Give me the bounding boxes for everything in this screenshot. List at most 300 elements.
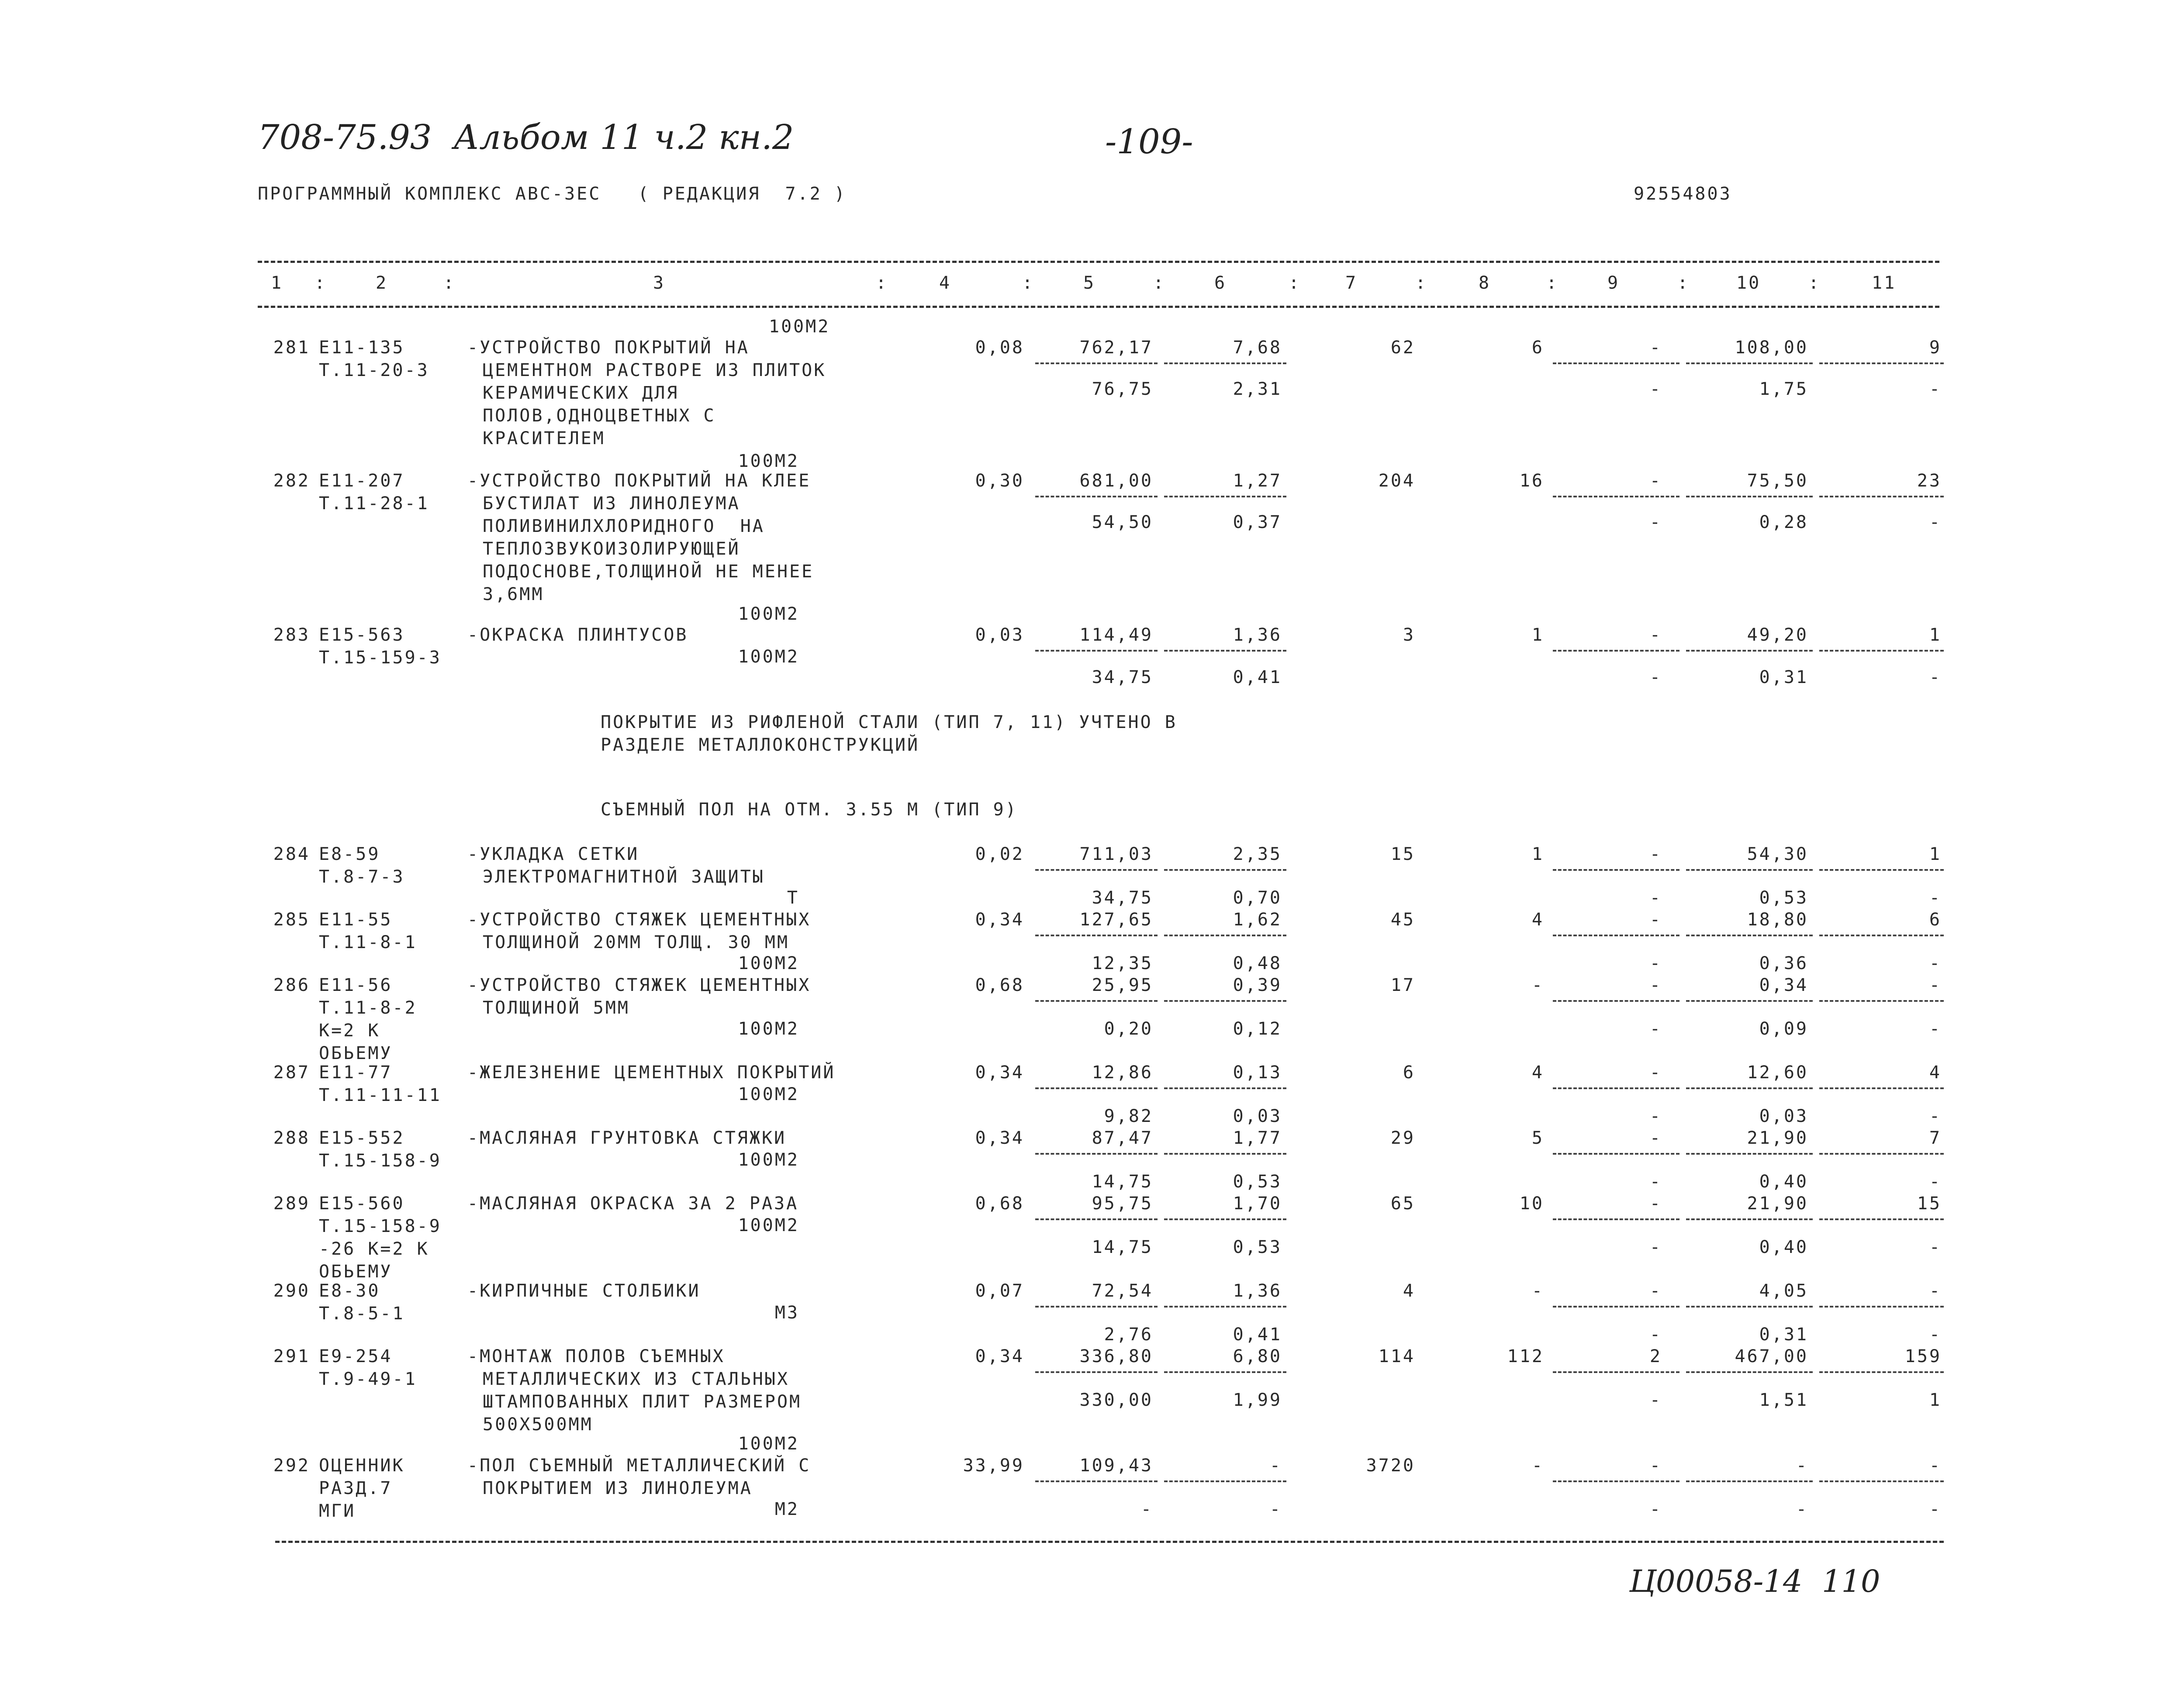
row-value: - (1929, 1106, 1942, 1126)
row-description: -УСТРОЙСТВО СТЯЖЕК ЦЕМЕНТНЫХ (467, 910, 811, 930)
row-value: - (1649, 888, 1662, 908)
row-value: 114,49 (1079, 625, 1153, 645)
row-value: - (1269, 1456, 1282, 1476)
col-sep: : (1677, 273, 1690, 293)
row-value: 62 (1390, 338, 1415, 358)
row-code: Е8-59 (319, 844, 380, 864)
sub-rule (1553, 362, 1679, 364)
sub-rule (1553, 496, 1679, 497)
row-value: 4 (1531, 1063, 1544, 1083)
row-description: ЭЛЕКТРОМАГНИТНОЙ ЗАЩИТЫ (483, 867, 765, 887)
row-value: 29 (1390, 1128, 1415, 1148)
row-value: 54,50 (1092, 512, 1153, 532)
handwritten-footer-code: Ц00058-14 110 (1629, 1563, 1880, 1599)
sub-rule (1164, 869, 1286, 871)
col-sep: : (1153, 273, 1166, 293)
sub-rule (1035, 935, 1158, 936)
row-value: - (1929, 512, 1942, 532)
row-value: 12,86 (1092, 1063, 1153, 1083)
sub-rule (1035, 1371, 1158, 1373)
row-code: Т.11-20-3 (319, 360, 429, 380)
bottom-rule (275, 1541, 1944, 1543)
row-unit: М3 (774, 1303, 799, 1323)
sub-rule (1035, 1153, 1158, 1155)
row-number: 290 (273, 1281, 310, 1301)
row-code: Е8-30 (319, 1281, 380, 1301)
row-value: 87,47 (1092, 1128, 1153, 1148)
row-description: ПОЛОВ,ОДНОЦВЕТНЫХ С (483, 406, 716, 426)
row-value: - (1929, 888, 1942, 908)
row-value: 9 (1929, 338, 1942, 358)
sub-rule (1164, 1087, 1286, 1089)
row-value: - (1649, 338, 1662, 358)
row-unit: Т (787, 888, 799, 908)
sub-rule (1035, 1306, 1158, 1308)
row-quantity: 0,30 (975, 471, 1024, 491)
row-value: 3 (1403, 625, 1415, 645)
row-value: 76,75 (1092, 379, 1153, 399)
row-value: 0,53 (1233, 1172, 1282, 1192)
sub-rule (1553, 1153, 1679, 1155)
col-header-10: 10 (1736, 273, 1761, 293)
row-code: ОБЬЕМУ (319, 1262, 393, 1282)
row-description: -МАСЛЯНАЯ ОКРАСКА ЗА 2 РАЗА (467, 1194, 799, 1214)
row-quantity: 0,07 (975, 1281, 1024, 1301)
row-code: Е11-77 (319, 1063, 393, 1083)
row-code: Т.15-158-9 (319, 1216, 442, 1236)
sub-rule (1035, 362, 1158, 364)
row-value: 4 (1531, 910, 1544, 930)
row-value: 6 (1531, 338, 1544, 358)
row-code: Е11-55 (319, 910, 393, 930)
sub-rule (1686, 362, 1813, 364)
sub-rule (1164, 1000, 1286, 1002)
sub-rule (1819, 1087, 1944, 1089)
row-value: 0,28 (1759, 512, 1808, 532)
row-value: - (1649, 1237, 1662, 1257)
sub-rule (1686, 869, 1813, 871)
row-value: 6 (1929, 910, 1942, 930)
row-value: 49,20 (1747, 625, 1808, 645)
row-code: Е11-207 (319, 471, 405, 491)
row-unit: 100М2 (738, 953, 799, 973)
row-number: 282 (273, 471, 310, 491)
row-description: -МОНТАЖ ПОЛОВ СЪЕМНЫХ (467, 1346, 725, 1366)
row-number: 291 (273, 1346, 310, 1366)
row-value: - (1649, 625, 1662, 645)
row-number: 285 (273, 910, 310, 930)
row-value: 1,62 (1233, 910, 1282, 930)
row-value: 0,53 (1759, 888, 1808, 908)
row-value: - (1929, 1325, 1942, 1345)
row-value: - (1531, 975, 1544, 995)
row-value: 1,70 (1233, 1194, 1282, 1214)
row-value: 2,76 (1104, 1325, 1153, 1345)
row-code: Т.11-28-1 (319, 493, 429, 514)
row-code: Т.11-8-1 (319, 932, 417, 952)
row-value: 4,05 (1759, 1281, 1808, 1301)
row-value: 12,60 (1747, 1063, 1808, 1083)
doc-code: 92554803 (1634, 184, 1732, 204)
sub-rule (1164, 1371, 1286, 1373)
row-description: 500Х500ММ (483, 1415, 593, 1435)
row-value: 95,75 (1092, 1194, 1153, 1214)
sub-rule (1819, 362, 1944, 364)
row-value: 336,80 (1079, 1346, 1153, 1366)
row-description: 3,6ММ (483, 584, 544, 604)
row-quantity: 0,03 (975, 625, 1024, 645)
row-value: 109,43 (1079, 1456, 1153, 1476)
row-value: 0,37 (1233, 512, 1282, 532)
row-value: 65 (1390, 1194, 1415, 1214)
row-value: - (1929, 1281, 1942, 1301)
sub-rule (1553, 1218, 1679, 1220)
sub-rule (1819, 1371, 1944, 1373)
row-unit: 100М2 (738, 1084, 799, 1104)
sub-rule (1819, 1306, 1944, 1308)
row-value: 5 (1531, 1128, 1544, 1148)
sub-rule (1686, 1087, 1813, 1089)
sub-rule (1035, 1000, 1158, 1002)
row-code: МГИ (319, 1501, 356, 1521)
col-header-2: 2 (376, 273, 388, 293)
row-value: 1 (1929, 1390, 1942, 1410)
row-value: 18,80 (1747, 910, 1808, 930)
row-description: ШТАМПОВАННЫХ ПЛИТ РАЗМЕРОМ (483, 1392, 802, 1412)
row-value: 0,70 (1233, 888, 1282, 908)
row-value: 112 (1507, 1346, 1544, 1366)
row-value: 762,17 (1079, 338, 1153, 358)
row-description: ЦЕМЕНТНОМ РАСТВОРЕ ИЗ ПЛИТОК (483, 360, 826, 380)
row-code: Е15-552 (319, 1128, 405, 1148)
row-value: 14,75 (1092, 1237, 1153, 1257)
row-code: К=2 К (319, 1021, 380, 1041)
row-description: ТЕПЛОЗВУКОИЗОЛИРУЮЩЕЙ (483, 539, 740, 559)
sub-rule (1819, 1218, 1944, 1220)
sub-rule (1035, 869, 1158, 871)
row-number: 283 (273, 625, 310, 645)
row-value: - (1649, 975, 1662, 995)
row-value: 1,75 (1759, 379, 1808, 399)
row-value: 0,20 (1104, 1019, 1153, 1039)
sub-rule (1553, 1480, 1679, 1482)
col-header-8: 8 (1479, 273, 1491, 293)
row-unit: 100М2 (738, 1434, 799, 1454)
section-note: СЪЕМНЫЙ ПОЛ НА ОТМ. 3.55 М (ТИП 9) (601, 800, 1018, 820)
row-value: 75,50 (1747, 471, 1808, 491)
row-value: 711,03 (1079, 844, 1153, 864)
col-sep: : (1289, 273, 1301, 293)
row-value: 0,31 (1759, 1325, 1808, 1345)
row-quantity: 0,68 (975, 975, 1024, 995)
row-description: -УКЛАДКА СЕТКИ (467, 844, 639, 864)
row-code: ОЦЕННИК (319, 1456, 405, 1476)
row-value: 0,39 (1233, 975, 1282, 995)
sub-rule (1164, 1218, 1286, 1220)
row-value: 9,82 (1104, 1106, 1153, 1126)
row-description: -УСТРОЙСТВО СТЯЖЕК ЦЕМЕНТНЫХ (467, 975, 811, 995)
row-description: -МАСЛЯНАЯ ГРУНТОВКА СТЯЖКИ (467, 1128, 787, 1148)
row-value: 1 (1531, 625, 1544, 645)
row-value: 0,13 (1233, 1063, 1282, 1083)
row-value: - (1531, 1281, 1544, 1301)
row-value: - (1649, 1499, 1662, 1519)
row-number: 281 (273, 338, 310, 358)
row-value: 1 (1531, 844, 1544, 864)
row-code: ОБЬЕМУ (319, 1043, 393, 1063)
row-description: ПОКРЫТИЕМ ИЗ ЛИНОЛЕУМА (483, 1478, 753, 1498)
sub-rule (1164, 1153, 1286, 1155)
sub-rule (1686, 1371, 1813, 1373)
row-value: - (1929, 1237, 1942, 1257)
sub-rule (1819, 1000, 1944, 1002)
row-quantity: 0,68 (975, 1194, 1024, 1214)
row-value: - (1531, 1456, 1544, 1476)
row-value: - (1929, 1456, 1942, 1476)
row-code: Т.15-158-9 (319, 1151, 442, 1171)
row-value: - (1649, 1106, 1662, 1126)
row-code: РАЗД.7 (319, 1478, 393, 1498)
row-value: 1,36 (1233, 625, 1282, 645)
sub-rule (1819, 496, 1944, 497)
row-value: 1,51 (1759, 1390, 1808, 1410)
row-value: 7,68 (1233, 338, 1282, 358)
row-value: 0,03 (1759, 1106, 1808, 1126)
col-header-1: 1 (271, 273, 283, 293)
row-code: Е11-56 (319, 975, 393, 995)
row-value: 12,35 (1092, 953, 1153, 973)
row-unit: 100М2 (738, 451, 799, 471)
col-sep: : (876, 273, 888, 293)
sub-rule (1819, 1480, 1944, 1482)
row-value: - (1929, 667, 1942, 687)
row-code: Е11-135 (319, 338, 405, 358)
col-header-9: 9 (1607, 273, 1620, 293)
row-value: 0,41 (1233, 667, 1282, 687)
row-value: - (1649, 1063, 1662, 1083)
row-code: Е15-560 (319, 1194, 405, 1214)
col-sep: : (1808, 273, 1821, 293)
sub-rule (1686, 650, 1813, 652)
row-description: -ЖЕЛЕЗНЕНИЕ ЦЕМЕНТНЫХ ПОКРЫТИЙ (467, 1063, 836, 1083)
row-description: КЕРАМИЧЕСКИХ ДЛЯ (483, 383, 679, 403)
row-value: 16 (1519, 471, 1544, 491)
row-value: 2,31 (1233, 379, 1282, 399)
sub-rule (1035, 1480, 1158, 1482)
row-code: Т.11-11-11 (319, 1085, 442, 1105)
col-sep: : (1022, 273, 1035, 293)
col-header-4: 4 (939, 273, 952, 293)
row-code: Т.15-159-3 (319, 648, 442, 668)
sub-rule (1553, 869, 1679, 871)
row-value: - (1929, 953, 1942, 973)
row-quantity: 0,34 (975, 1063, 1024, 1083)
top-rule (258, 261, 1939, 263)
sub-rule (1035, 496, 1158, 497)
row-value: - (1649, 512, 1662, 532)
row-value: 159 (1904, 1346, 1942, 1366)
row-value: 6 (1403, 1063, 1415, 1083)
row-value: 1,27 (1233, 471, 1282, 491)
handwritten-album-ref: 708-75.93 Альбом 11 ч.2 кн.2 (258, 118, 794, 157)
sub-rule (1164, 1480, 1286, 1482)
col-sep: : (443, 273, 456, 293)
sub-rule (1035, 650, 1158, 652)
sub-rule (1819, 650, 1944, 652)
row-value: 1,77 (1233, 1128, 1282, 1148)
row-value: 0,31 (1759, 667, 1808, 687)
note-line: ПОКРЫТИЕ ИЗ РИФЛЕНОЙ СТАЛИ (ТИП 7, 11) УЧТЕНО В (601, 712, 1177, 732)
row-value: - (1649, 379, 1662, 399)
row-value: - (1649, 1456, 1662, 1476)
row-unit: 100М2 (738, 1019, 799, 1039)
row-value: 0,40 (1759, 1237, 1808, 1257)
row-value: - (1796, 1456, 1808, 1476)
row-value: 34,75 (1092, 888, 1153, 908)
row-value: 23 (1917, 471, 1942, 491)
row-value: - (1649, 1019, 1662, 1039)
row-value: 25,95 (1092, 975, 1153, 995)
row-value: 54,30 (1747, 844, 1808, 864)
sub-rule (1553, 1000, 1679, 1002)
col-header-5: 5 (1083, 273, 1096, 293)
row-value: - (1929, 975, 1942, 995)
row-value: - (1269, 1499, 1282, 1519)
row-code: Т.8-7-3 (319, 867, 405, 887)
row-value: 0,36 (1759, 953, 1808, 973)
row-value: 2,35 (1233, 844, 1282, 864)
row-number: 286 (273, 975, 310, 995)
row-quantity: 0,02 (975, 844, 1024, 864)
sub-rule (1686, 1480, 1813, 1482)
row-description: -ОКРАСКА ПЛИНТУСОВ (467, 625, 688, 645)
row-value: 0,53 (1233, 1237, 1282, 1257)
sub-rule (1553, 1306, 1679, 1308)
sub-rule (1686, 1153, 1813, 1155)
row-value: - (1649, 953, 1662, 973)
row-value: 0,09 (1759, 1019, 1808, 1039)
sub-rule (1819, 935, 1944, 936)
row-value: - (1649, 1172, 1662, 1192)
row-description: -ПОЛ СЪЕМНЫЙ МЕТАЛЛИЧЕСКИЙ С (467, 1456, 811, 1476)
row-value: 1 (1929, 844, 1942, 864)
row-description: КРАСИТЕЛЕМ (483, 428, 605, 449)
row-value: - (1649, 471, 1662, 491)
sub-rule (1686, 1218, 1813, 1220)
row-value: - (1929, 1019, 1942, 1039)
col-header-7: 7 (1345, 273, 1358, 293)
row-description: БУСТИЛАТ ИЗ ЛИНОЛЕУМА (483, 493, 740, 514)
row-value: - (1649, 1128, 1662, 1148)
row-description: ТОЛЩИНОЙ 5ММ (483, 998, 630, 1018)
row-value: 15 (1917, 1194, 1942, 1214)
sub-rule (1686, 1000, 1813, 1002)
row-value: 0,48 (1233, 953, 1282, 973)
row-value: 21,90 (1747, 1128, 1808, 1148)
row-value: 2 (1649, 1346, 1662, 1366)
col-sep: : (1415, 273, 1428, 293)
row-description: -КИРПИЧНЫЕ СТОЛБИКИ (467, 1281, 701, 1301)
col-sep: : (1546, 273, 1559, 293)
row-value: 681,00 (1079, 471, 1153, 491)
sub-rule (1164, 935, 1286, 936)
row-value: 3720 (1366, 1456, 1415, 1476)
row-unit: 100М2 (738, 604, 799, 624)
program-line: ПРОГРАММНЫЙ КОМПЛЕКС АВС-3ЕС ( РЕДАКЦИЯ 7.2 ) (258, 184, 847, 204)
sub-rule (1164, 362, 1286, 364)
row-value: 108,00 (1735, 338, 1808, 358)
row-value: 72,54 (1092, 1281, 1153, 1301)
row-description: -УСТРОЙСТВО ПОКРЫТИЙ НА КЛЕЕ (467, 471, 811, 491)
row-value: 45 (1390, 910, 1415, 930)
row-value: 4 (1929, 1063, 1942, 1083)
sub-rule (1553, 1087, 1679, 1089)
row-value: 0,40 (1759, 1172, 1808, 1192)
row-value: 127,65 (1079, 910, 1153, 930)
row-code: -26 К=2 К (319, 1239, 429, 1259)
row-value: - (1929, 1172, 1942, 1192)
sub-rule (1686, 935, 1813, 936)
row-unit: 100М2 (738, 1150, 799, 1170)
row-number: 292 (273, 1456, 310, 1476)
row-value: 15 (1390, 844, 1415, 864)
row-value: 114 (1378, 1346, 1415, 1366)
row-code: Е9-254 (319, 1346, 393, 1366)
sub-rule (1686, 496, 1813, 497)
row-number: 288 (273, 1128, 310, 1148)
note-line: РАЗДЕЛЕ МЕТАЛЛОКОНСТРУКЦИЙ (601, 735, 920, 755)
row-description: МЕТАЛЛИЧЕСКИХ ИЗ СТАЛЬНЫХ (483, 1369, 790, 1389)
sub-rule (1819, 869, 1944, 871)
row-quantity: 0,08 (975, 338, 1024, 358)
row-code: Т.9-49-1 (319, 1369, 417, 1389)
sub-rule (1164, 1306, 1286, 1308)
row-value: 34,75 (1092, 667, 1153, 687)
row-value: 14,75 (1092, 1172, 1153, 1192)
row-value: 204 (1378, 471, 1415, 491)
sub-rule (1035, 1087, 1158, 1089)
row-value: - (1649, 667, 1662, 687)
row-value: 10 (1519, 1194, 1544, 1214)
row-value: 0,12 (1233, 1019, 1282, 1039)
sub-rule (1553, 1371, 1679, 1373)
sub-rule (1164, 496, 1286, 497)
row-value: - (1649, 1325, 1662, 1345)
row-number: 289 (273, 1194, 310, 1214)
row-quantity: 0,34 (975, 1346, 1024, 1366)
row-quantity: 33,99 (963, 1456, 1024, 1476)
row-value: 0,03 (1233, 1106, 1282, 1126)
row-code: Т.11-8-2 (319, 998, 417, 1018)
row-value: 4 (1403, 1281, 1415, 1301)
sub-rule (1553, 935, 1679, 936)
row-value: - (1140, 1499, 1153, 1519)
row-value: 330,00 (1079, 1390, 1153, 1410)
row-quantity: 0,34 (975, 1128, 1024, 1148)
row-value: - (1929, 379, 1942, 399)
row-value: 1,99 (1233, 1390, 1282, 1410)
row-code: Е15-563 (319, 625, 405, 645)
header-rule (258, 306, 1939, 308)
row-value: 0,41 (1233, 1325, 1282, 1345)
sub-rule (1819, 1153, 1944, 1155)
row-unit: 100М2 (738, 1215, 799, 1235)
sub-rule (1164, 650, 1286, 652)
row-value: - (1649, 910, 1662, 930)
row-code: Т.8-5-1 (319, 1304, 405, 1324)
row-description: ТОЛЩИНОЙ 20ММ ТОЛЩ. 30 ММ (483, 932, 790, 952)
col-sep: : (314, 273, 327, 293)
